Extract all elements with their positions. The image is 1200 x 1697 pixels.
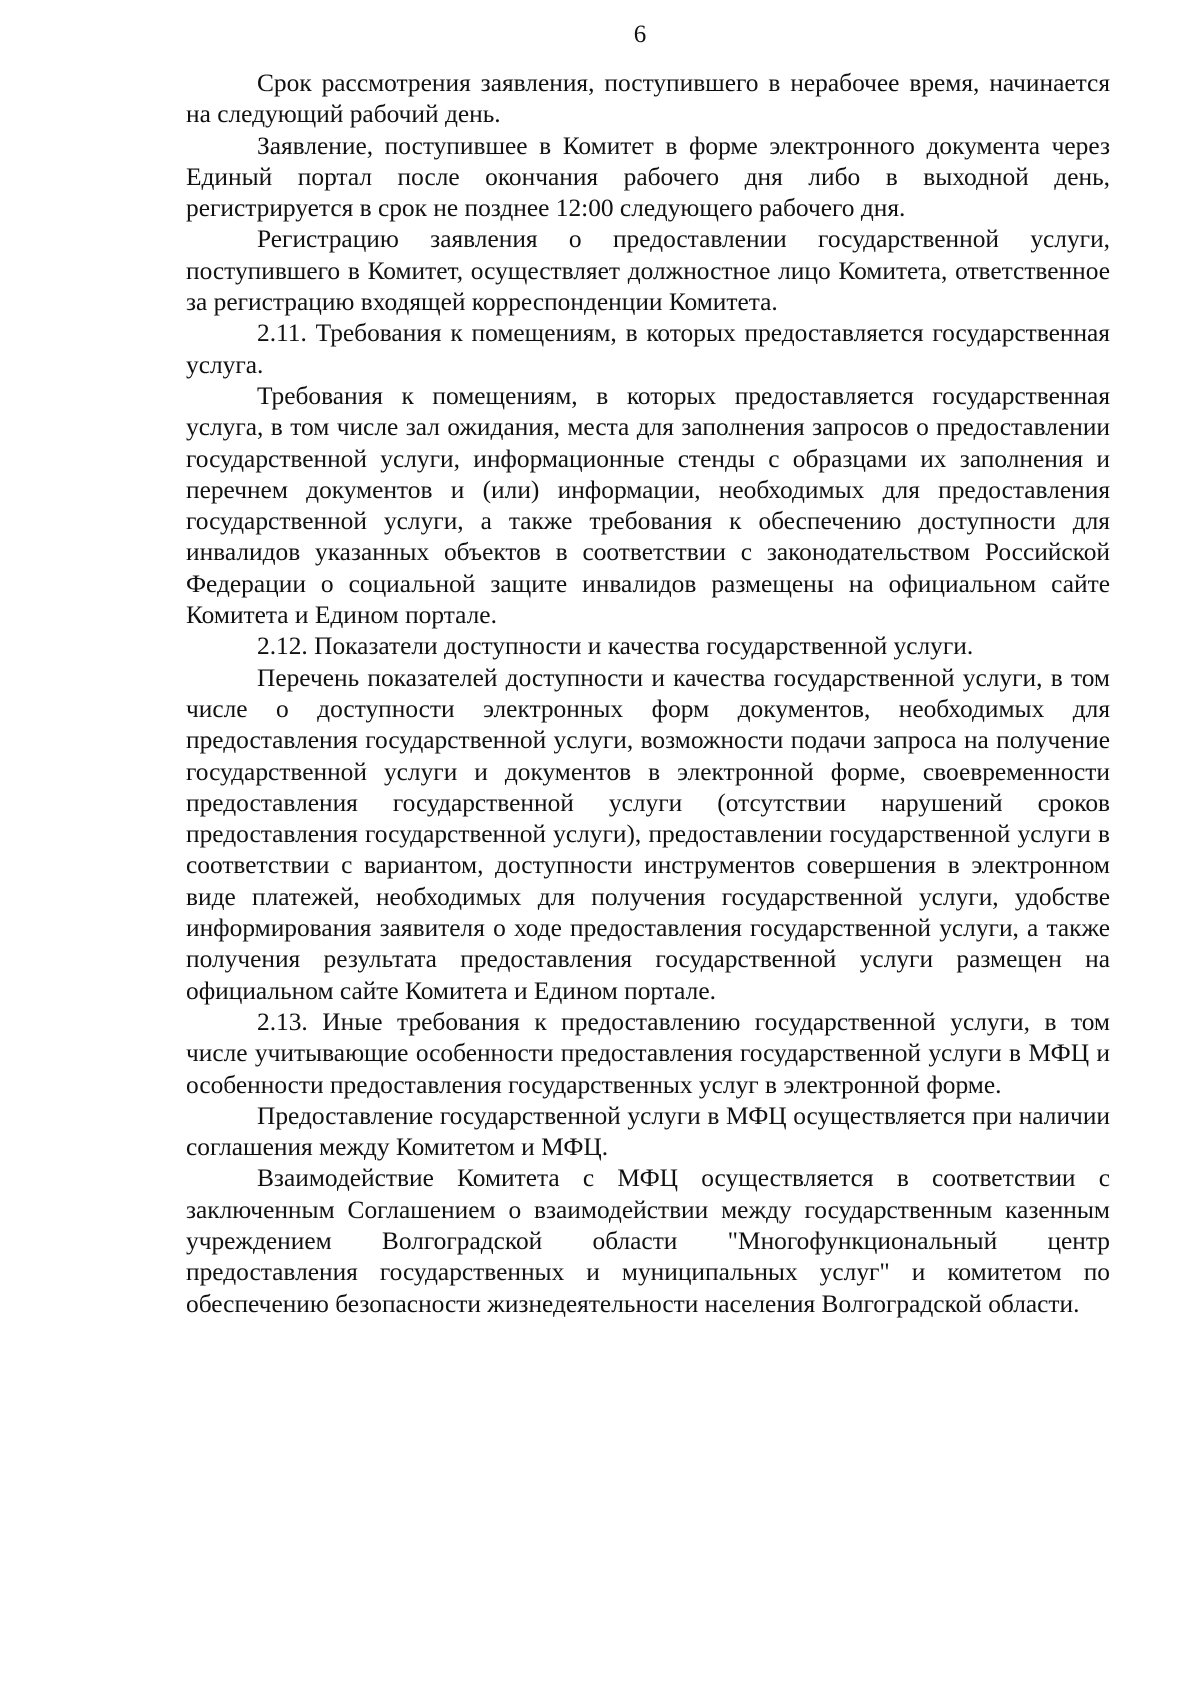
page-number: 6 [633,21,647,48]
paragraph-accessibility-indicators: Перечень показателей доступности и качества государственной услуги, в том числе о доступности электронных форм документов, необходимых для предоставления государственной услуги, возможности подачи запроса на получение государственной услуги и документов в электронной форме, своевременности предоставления государственной услуги (отсутствии нарушений сроков предоставления государственной услуги), предоставлении государственной услуги в соответствии с вариантом, доступности инструментов совершения в электронном виде платежей, необходимых для получения государственной услуги, удобстве информирования заявителя о ходе предоставления государственной услуги, а также получения результата предоставления государственной услуги размещен на официальном сайте Комитета и Едином портале. [186,663,1110,1005]
paragraph-mfc-interaction: Взаимодействие Комитета с МФЦ осуществляется в соответствии с заключенным Соглашением о взаимодействии между государственным казенным учреждением Волгоградской области "Многофункциональный центр предоставления государственных и муниципальных услуг" и комитетом по обеспечению безопасности жизнедеятельности населения Волгоградской области. [186,1164,1110,1318]
paragraph-review-period: Срок рассмотрения заявления, поступившего в нерабочее время, начинается на следующий рабочий день. [186,69,1110,129]
paragraph-mfc-provision: Предоставление государственной услуги в МФЦ осуществляется при наличии соглашения между Комитетом и МФЦ. [186,1101,1110,1162]
section-heading-2-11: 2.11. Требования к помещениям, в которых предоставляется государственная услуга. [186,319,1110,379]
paragraph-electronic-registration: Заявление, поступившее в Комитет в форме электронного документа через Единый портал после окончания рабочего дня либо в выходной день, регистрируется в срок не позднее 12:00 следующего рабочего дня. [186,131,1110,223]
paragraph-premises-requirements: Требования к помещениям, в которых предоставляется государственная услуга, в том числе зал ожидания, места для заполнения запросов о предоставлении государственной услуги, информационные стенды с образцами их заполнения и перечнем документов и (или) информации, необходимых для предоставления государственной услуги, а также требования к обеспечению доступности для инвалидов указанных объектов в соответствии с законодательством Российской Федерации о социальной защите инвалидов размещены на официальном сайте Комитета и Едином портале. [186,381,1110,630]
paragraph-registration-officer: Регистрацию заявления о предоставлении государственной услуги, поступившего в Комитет, осуществляет должностное лицо Комитета, ответственное за регистрацию входящей корреспонденции Комитета. [186,225,1110,317]
section-heading-2-12: 2.12. Показатели доступности и качества государственной услуги. [257,632,974,661]
document-body [186,68,1110,1320]
section-heading-2-13: 2.13. Иные требования к предоставлению государственной услуги, в том числе учитывающие особенности предоставления государственной услуги в МФЦ и особенности предоставления государственных услуг в электронной форме. [186,1007,1110,1099]
